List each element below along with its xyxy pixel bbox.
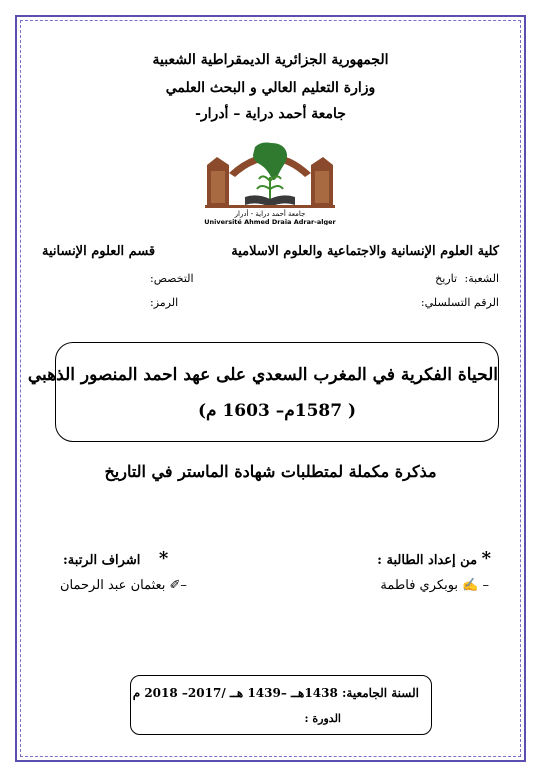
student-name: – ✍ بوبكري فاطمة (380, 578, 489, 593)
university-logo-emblem (195, 133, 345, 225)
branch-value: تاريخ (435, 272, 458, 285)
thesis-title: الحياة الفكرية في المغرب السعدي على عهد احمد المنصور الذهبي (27, 365, 498, 385)
session-label: الدورة : (304, 712, 341, 725)
code-label: الرمز: (150, 296, 179, 309)
left-tower-detail (211, 171, 225, 203)
specialty-label: التخصص: (150, 272, 194, 285)
africa-map-shape (253, 143, 287, 181)
academic-year-box (130, 675, 432, 735)
supervisor-star-icon: * (158, 548, 169, 569)
faculty-name: كلية العلوم الإنسانية والاجتماعية والعلوم الاسلامية (231, 244, 499, 259)
ministry-heading: وزارة التعليم العالي و البحث العلمي (165, 80, 376, 96)
student-heading (377, 548, 491, 569)
republic-heading: الجمهورية الجزائرية الديمقراطية الشعبية (152, 52, 389, 68)
thesis-period: ( 1587م– 1603 م) (197, 401, 357, 421)
supervisor-label: اشراف الرتبة: (63, 553, 141, 568)
logo-latin-caption: Université Ahmed Draia Adrar-alger (204, 218, 336, 225)
thesis-title-box (27, 342, 499, 442)
logo-base-line (205, 205, 335, 208)
branch-field (435, 272, 499, 285)
student-star-icon: * (481, 548, 491, 569)
university-heading: جامعة أحمد دراية – أدرار- (195, 106, 346, 122)
right-tower-detail (315, 171, 329, 203)
student-label: من إعداد الطالبة : (377, 553, 478, 568)
department-name: قسم العلوم الإنسانية (42, 244, 156, 259)
serial-number-label: الرقم التسلسلي: (420, 296, 499, 309)
memo-description: مذكرة مكملة لمتطلبات شهادة الماستر في التاريخ (104, 462, 437, 481)
supervisor-name: –✐ بعثمان عبد الرحمان (60, 578, 187, 593)
branch-label: الشعبة: (464, 272, 499, 285)
university-logo (195, 133, 345, 225)
supervisor-heading (63, 548, 168, 569)
academic-year: السنة الجامعية: 1438هــ –1439 هــ /2017– 2018 م (132, 686, 419, 700)
logo-arabic-caption: جامعة أحمد دراية - أدرار (234, 210, 306, 218)
